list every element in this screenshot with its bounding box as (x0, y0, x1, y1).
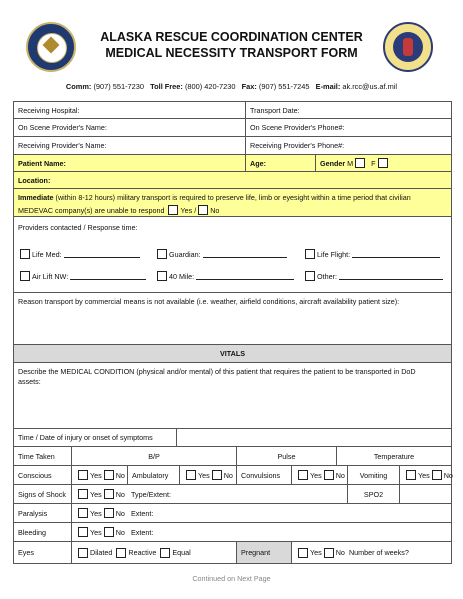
bleeding-no-checkbox[interactable] (104, 527, 114, 537)
convulsions-no-label: No (335, 470, 345, 480)
bleeding-options (71, 523, 127, 541)
provider-guardian (155, 249, 287, 259)
gender-m-label: M (347, 158, 354, 168)
email-label: E-mail: (315, 82, 341, 91)
dilated-label: Dilated (90, 548, 113, 557)
shock-yes-checkbox[interactable] (78, 489, 88, 499)
signs-of-shock-label: Signs of Shock (18, 489, 66, 499)
email-address: ak.rcc@us.af.mil (342, 82, 398, 91)
contact-line (0, 82, 463, 91)
conscious-no-checkbox[interactable] (104, 470, 114, 480)
pregnant-label: Pregnant (236, 542, 291, 563)
row-eyes (13, 542, 452, 564)
medical-condition-section[interactable] (13, 363, 452, 429)
fax-number: (907) 551-7245 (258, 82, 310, 91)
eyes-label: Eyes (18, 548, 34, 557)
providers-section (13, 217, 452, 293)
receiving-provider-phone-field[interactable]: Receiving Provider's Phone#: (245, 137, 451, 154)
row-bleeding (13, 523, 452, 542)
paralysis-yes-checkbox[interactable] (78, 508, 88, 518)
continued-note: Continued on Next Page (192, 574, 271, 583)
forty-mile-label: 40 Mile: (169, 271, 195, 281)
ambulatory-no-label: No (223, 470, 233, 480)
row-location (13, 172, 452, 189)
paralysis-no-checkbox[interactable] (104, 508, 114, 518)
spo2-input[interactable] (399, 485, 451, 503)
ambulatory-options (179, 466, 236, 484)
providers-heading: Providers contacted / Response time: (18, 223, 138, 232)
pregnant-no-label: No (335, 548, 345, 557)
medical-condition-label-1: Describe the MEDICAL CONDITION (physical and/or mental) of this patient that requires the patient to be transported in DoD (18, 367, 416, 376)
pregnant-options (291, 542, 451, 563)
form-title-line2: MEDICAL NECESSITY TRANSPORT FORM (105, 46, 358, 60)
dilated-checkbox[interactable] (78, 548, 88, 558)
forty-mile-line[interactable] (196, 272, 294, 280)
reason-section[interactable] (13, 293, 452, 345)
convulsions-yes-label: Yes (310, 470, 322, 480)
vomiting-yes-label: Yes (418, 470, 430, 480)
life-med-checkbox[interactable] (20, 249, 30, 259)
gender-f-checkbox[interactable] (378, 158, 388, 168)
provider-air-lift-nw (18, 271, 146, 281)
bleeding-extent-field[interactable]: Extent: (131, 527, 154, 537)
transport-form (13, 101, 452, 566)
reactive-checkbox[interactable] (116, 548, 126, 558)
provider-life-med (18, 249, 140, 259)
ambulatory-yes-checkbox[interactable] (186, 470, 196, 480)
time-of-injury-label: Time / Date of injury or onset of symptoms (18, 433, 153, 442)
conscious-yes-label: Yes (90, 470, 102, 480)
bleeding-label: Bleeding (18, 527, 46, 537)
immediate-text-2: MEDEVAC company(s) are unable to respond (18, 205, 165, 215)
fax-label: Fax: (241, 82, 257, 91)
row-time-taken (13, 447, 452, 466)
conscious-no-label: No (115, 470, 125, 480)
gender-label: Gender (320, 158, 346, 168)
bleeding-yes-label: Yes (90, 527, 102, 537)
conscious-label: Conscious (18, 470, 52, 480)
convulsions-no-checkbox[interactable] (324, 470, 334, 480)
bleeding-no-label: No (115, 527, 125, 537)
row-conscious (13, 466, 452, 485)
immediate-text: (within 8-12 hours) military transport is required to preserve life, limb or eyesight within a time period that civilian (53, 193, 411, 202)
other-line[interactable] (339, 272, 443, 280)
bleeding-yes-checkbox[interactable] (78, 527, 88, 537)
bp-label: B/P (71, 447, 236, 465)
life-flight-line[interactable] (352, 250, 440, 258)
convulsions-options (291, 466, 347, 484)
form-title-line1: ALASKA RESCUE COORDINATION CENTER (100, 30, 363, 44)
other-label: Other: (317, 271, 337, 281)
paralysis-yes-label: Yes (90, 508, 102, 518)
ambulatory-no-checkbox[interactable] (212, 470, 222, 480)
guardian-checkbox[interactable] (157, 249, 167, 259)
life-flight-label: Life Flight: (317, 249, 351, 259)
shock-type-extent-field[interactable]: Type/Extent: (131, 489, 171, 499)
guardian-label: Guardian: (169, 249, 201, 259)
shock-options (71, 485, 127, 503)
air-lift-nw-checkbox[interactable] (20, 271, 30, 281)
receiving-provider-name-field[interactable]: Receiving Provider's Name: (18, 141, 107, 150)
convulsions-label: Convulsions (236, 466, 291, 484)
gender-group (315, 155, 451, 171)
row-patient (13, 155, 452, 172)
other-checkbox[interactable] (305, 271, 315, 281)
vomiting-options (399, 466, 451, 484)
conscious-options (71, 466, 127, 484)
row-immediate (13, 189, 452, 217)
pregnant-yes-label: Yes (310, 548, 322, 557)
paralysis-label: Paralysis (18, 508, 48, 518)
vomiting-no-label: No (443, 470, 453, 480)
time-of-injury-input[interactable] (176, 429, 451, 446)
life-med-label: Life Med: (32, 249, 62, 259)
row-receiving (13, 137, 452, 155)
location-field[interactable]: Location: (18, 175, 51, 185)
vomiting-yes-checkbox[interactable] (406, 470, 416, 480)
pregnant-yes-checkbox[interactable] (298, 548, 308, 558)
pregnant-no-checkbox[interactable] (324, 548, 334, 558)
immediate-slash: / (194, 205, 197, 215)
life-med-line[interactable] (64, 250, 140, 258)
vomiting-label: Vomiting (347, 466, 399, 484)
air-lift-nw-line[interactable] (70, 272, 146, 280)
conscious-yes-checkbox[interactable] (78, 470, 88, 480)
provider-40-mile (155, 271, 294, 281)
provider-life-flight (303, 249, 440, 259)
convulsions-yes-checkbox[interactable] (298, 470, 308, 480)
row-hospital (13, 101, 452, 119)
row-paralysis (13, 504, 452, 523)
ambulatory-label: Ambulatory (127, 466, 179, 484)
equal-label: Equal (172, 548, 191, 557)
vitals-heading: VITALS (219, 349, 246, 358)
immediate-no-label: No (210, 205, 220, 215)
shock-no-checkbox[interactable] (104, 489, 114, 499)
immediate-yes-checkbox[interactable] (168, 205, 178, 215)
ambulatory-yes-label: Yes (198, 470, 210, 480)
provider-other (303, 271, 443, 281)
row-onscene (13, 119, 452, 137)
immediate-line1 (18, 193, 411, 202)
receiving-hospital-field[interactable]: Receiving Hospital: (18, 105, 80, 115)
vitals-header (13, 345, 452, 363)
age-field[interactable]: Age: (245, 155, 315, 171)
forty-mile-checkbox[interactable] (157, 271, 167, 281)
number-of-weeks-label: Number of weeks? (348, 548, 409, 557)
comm-number: (907) 551-7230 (93, 82, 144, 91)
immediate-label: Immediate (18, 193, 54, 202)
row-time-injury (13, 429, 452, 447)
on-scene-provider-phone-field[interactable]: On Scene Provider's Phone#: (245, 119, 451, 136)
tollfree-number: (800) 420-7230 (184, 82, 236, 91)
guardian-line[interactable] (203, 250, 287, 258)
equal-checkbox[interactable] (160, 548, 170, 558)
time-taken-label: Time Taken (18, 451, 55, 461)
transport-date-field[interactable]: Transport Date: (245, 102, 451, 118)
patient-name-field[interactable]: Patient Name: (18, 158, 66, 168)
reason-label: Reason transport by commercial means is not available (i.e. weather, airfield conditions, aircraft availability patient size): (18, 297, 400, 306)
reactive-label: Reactive (128, 548, 157, 557)
medical-condition-label-2: assets: (18, 377, 41, 386)
eyes-options (71, 542, 236, 563)
temperature-label: Temperature (336, 447, 451, 465)
comm-label: Comm: (65, 82, 92, 91)
paralysis-extent-field[interactable]: Extent: (131, 508, 154, 518)
life-flight-checkbox[interactable] (305, 249, 315, 259)
immediate-yes-label: Yes (180, 205, 193, 215)
on-scene-provider-name-field[interactable]: On Scene Provider's Name: (18, 123, 107, 132)
row-shock (13, 485, 452, 504)
paralysis-no-label: No (115, 508, 125, 518)
air-lift-nw-label: Air Lift NW: (32, 271, 69, 281)
vomiting-no-checkbox[interactable] (432, 470, 442, 480)
paralysis-options (71, 504, 127, 522)
tollfree-label: Toll Free: (150, 82, 183, 91)
immediate-no-checkbox[interactable] (198, 205, 208, 215)
pulse-label: Pulse (236, 447, 336, 465)
shock-yes-label: Yes (90, 489, 102, 499)
shock-no-label: No (115, 489, 125, 499)
spo2-label: SPO2 (347, 485, 399, 503)
immediate-line2 (18, 205, 219, 215)
gender-m-checkbox[interactable] (355, 158, 365, 168)
gender-f-label: F (371, 158, 376, 168)
